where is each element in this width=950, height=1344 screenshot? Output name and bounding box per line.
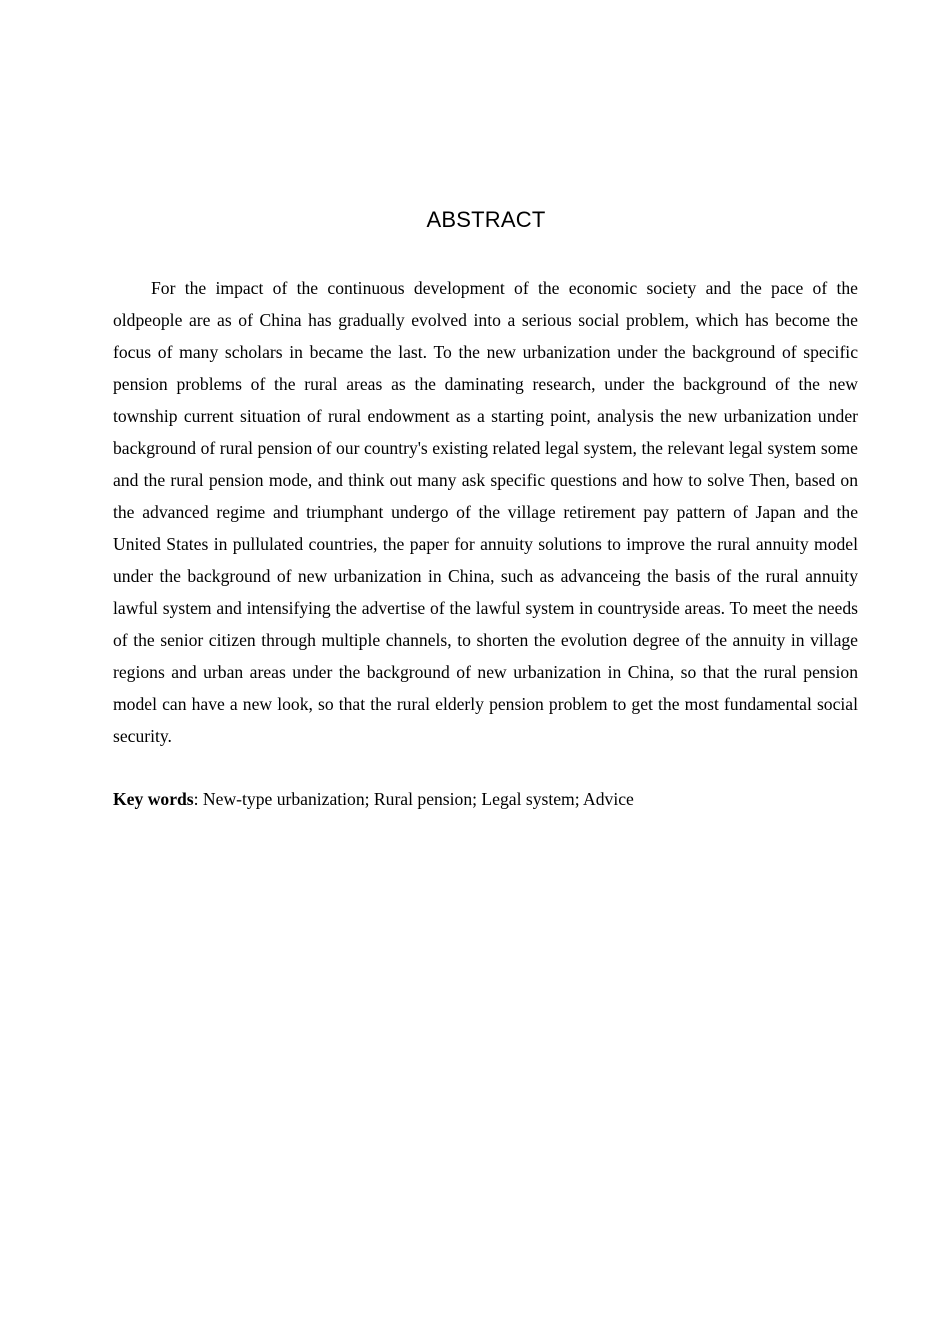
keywords-label: Key words [113, 789, 194, 809]
abstract-body: For the impact of the continuous development of the economic society and the pace of the oldpeople are as of China has gradually evolved into a serious social problem, which has become the focus of many scholars in became the last. To the new urbanization under the background of specific pension problems of the rural areas as the daminating research, under the background of the new township current situation of rural endowment as a starting point, analysis the new urbanization under background of rural pension of our country's existing related legal system, the relevant legal system some and the rural pension mode, and think out many ask specific questions and how to solve Then, based on the advanced regime and triumphant undergo of the village retirement pay pattern of Japan and the United States in pullulated countries, the paper for annuity solutions to improve the rural annuity model under the background of new urbanization in China, such as advanceing the basis of the rural annuity lawful system and intensifying the advertise of the lawful system in countryside areas. To meet the needs of the senior citizen through multiple channels, to shorten the evolution degree of the annuity in village regions and urban areas under the background of new urbanization in China, so that the rural pension model can have a new look, so that the rural elderly pension problem to get the most fundamental social security. [113, 278, 858, 746]
keywords-line [113, 783, 858, 815]
abstract-title: ABSTRACT [426, 207, 546, 232]
keywords-text: : New-type urbanization; Rural pension; Legal system; Advice [193, 789, 634, 809]
